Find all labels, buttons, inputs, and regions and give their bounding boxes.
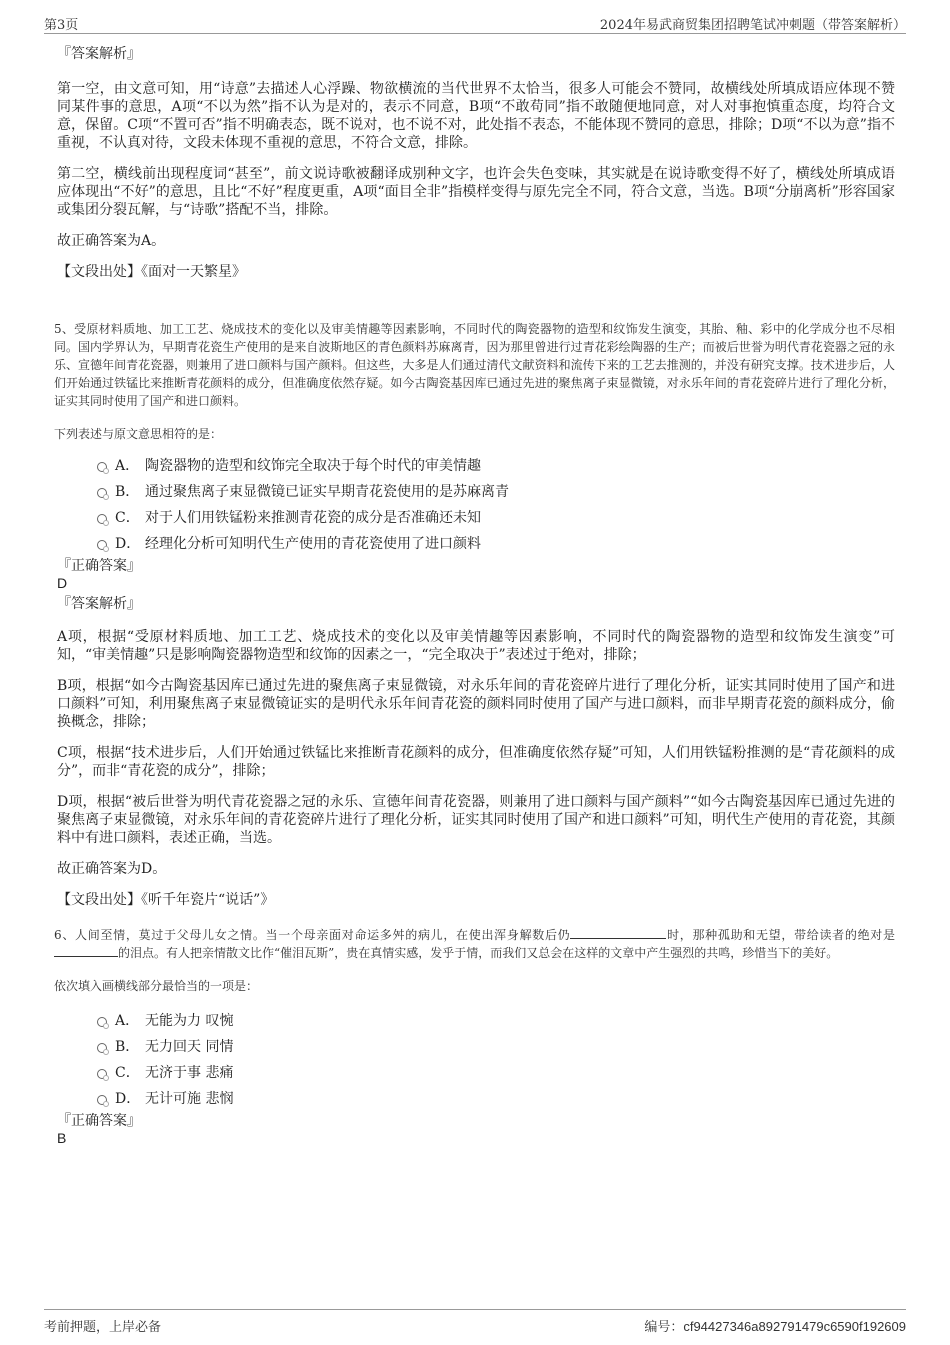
footer-code: 编号：cf94427346a892791479c6590f192609 <box>644 1319 906 1334</box>
q6-answer: B <box>57 1130 67 1146</box>
radio-icon[interactable] <box>97 462 107 472</box>
radio-icon[interactable] <box>97 514 107 524</box>
q6-options <box>57 1011 895 1115</box>
footer-slogan: 考前押题，上岸必备 <box>44 1320 162 1335</box>
page-content <box>54 46 895 1147</box>
document-title: 2024年易武商贸集团招聘笔试冲刺题（带答案解析） <box>599 18 906 33</box>
radio-icon[interactable] <box>97 1069 107 1079</box>
q6-stem: 6、人间至情，莫过于父母儿女之情。当一个母亲面对命运多舛的病儿，在使出浑身解数后仍 时，那种孤助和无望，带给读者的绝对是的泪点。有人把亲情散文比作“催泪瓦斯”，贵在真情实感，发乎于情，而我们又总会在这样的文章中产生强烈的共鸣，珍惜当下的美好。 <box>54 928 895 960</box>
q4-analysis-p2: 第二空，横线前出现程度词“甚至”，前文说诗歌被翻译成别种文字，也许会失色变味，其实就是在说诗歌变得不好了，横线处所填成语应体现出“不好”的意思，且比“不好”程度更重，A项“面目全非”指模样变得与原先完全不同，符合文意，当选。B项“分崩离析”形容国家或集团分裂瓦解，与“诗歌”搭配不当，排除。 <box>57 166 895 218</box>
q6-answer-label: 『正确答案』 <box>57 1113 141 1129</box>
q5-prompt: 下列表述与原文意思相符的是： <box>54 427 223 441</box>
q6-prompt: 依次填入画横线部分最恰当的一项是： <box>54 979 259 993</box>
q4-analysis-p1: 第一空，由文意可知，用“诗意”去描述人心浮躁、物欲横流的当代世界不太恰当，很多人可能会不赞同，故横线处所填成语应体现不赞同某件事的意思，A项“不以为然”指不认为是对的，表示不同意，B项“不敢苟同”指不敢随便地同意，对人对事抱慎重态度，均符合文意，保留。C项“不置可否”指不明确表态，既不说对，也不说不对，此处指不表态，不能体现不赞同的意思，排除；D项“不以为意”指不重视，不认真对待，文段未体现不重视的意思，不符合文意，排除。 <box>57 81 895 151</box>
blank-2 <box>54 944 118 957</box>
q4-source: 【文段出处】《面对一天繁星》 <box>57 264 246 280</box>
radio-icon[interactable] <box>97 1017 107 1027</box>
radio-icon[interactable] <box>97 1043 107 1053</box>
q5-option-d[interactable]: D． 经理化分析可知明代生产使用的青花瓷使用了进口颜料 <box>57 534 895 560</box>
q5-answer-label: 『正确答案』 <box>57 558 141 574</box>
q5-source: 【文段出处】《听千年瓷片“说话”》 <box>57 892 275 908</box>
q5-analysis-d: D项，根据“被后世誉为明代青花瓷器之冠的永乐、宣德年间青花瓷器，则兼用了进口颜料与国产颜料”“如今古陶瓷基因库已通过先进的聚焦离子束显微镜，对永乐年间的青花瓷碎片进行了理化分析，证实其同时使用了国产和进口颜料”可知，明代生产使用的青花瓷，其颜料中有进口颜料，表述正确，当选。 <box>57 794 895 846</box>
q5-option-b[interactable]: B． 通过聚焦离子束显微镜已证实早期青花瓷使用的是苏麻离青 <box>57 482 895 508</box>
q5-analysis-a: A项，根据“受原材料质地、加工工艺、烧成技术的变化以及审美情趣等因素影响，不同时代的陶瓷器物的造型和纹饰发生演变”可知，“审美情趣”只是影响陶瓷器物造型和纹饰的因素之一，“完全取决于”表述过于绝对，排除； <box>57 629 895 663</box>
page-footer <box>44 1309 906 1335</box>
radio-icon[interactable] <box>97 540 107 550</box>
q5-stem: 5、受原材料质地、加工工艺、烧成技术的变化以及审美情趣等因素影响，不同时代的陶瓷器物的造型和纹饰发生演变，其胎、釉、彩中的化学成分也不尽相同。国内学界认为，早期青花瓷生产使用的是来自波斯地区的青色颜料苏麻离青，因为那里曾进行过青花彩绘陶器的生产；而被后世誉为明代青花瓷器之冠的永乐、宣德年间青花瓷器，则兼用了进口颜料与国产颜料。但这些，大多是人们通过清代文献资料和流传下来的工艺去推测的，并没有研究支撑。技术进步后，人们开始通过铁锰比来推断青花颜料的成分，但准确度依然存疑。如今古陶瓷基因库已通过先进的聚焦离子束显微镜，对永乐年间的青花瓷碎片进行了理化分析，证实其同时使用了国产和进口颜料。 <box>54 322 895 408</box>
page-header <box>44 11 906 34</box>
q4-conclusion: 故正确答案为A。 <box>57 233 166 249</box>
q5-answer: D <box>57 575 68 591</box>
q5-analysis-c: C项，根据“技术进步后，人们开始通过铁锰比来推断青花颜料的成分，但准确度依然存疑”可知，人们用铁锰粉推测的是“青花颜料的成分”，而非“青花瓷的成分”，排除； <box>57 745 895 779</box>
q5-analysis-b: B项，根据“如今古陶瓷基因库已通过先进的聚焦离子束显微镜，对永乐年间的青花瓷碎片进行了理化分析，证实其同时使用了国产和进口颜料”可知，利用聚焦离子束显微镜证实的是明代永乐年间青花瓷的颜料同时使用了国产与进口颜料，而非早期青花瓷的颜料成分，偷换概念，排除； <box>57 678 895 730</box>
blank-1 <box>570 926 666 939</box>
page-number: 第3页 <box>44 18 79 33</box>
q6-option-d[interactable]: D． 无计可施 悲悯 <box>57 1089 895 1115</box>
q4-analysis-label: 『答案解析』 <box>57 46 141 62</box>
radio-icon[interactable] <box>97 488 107 498</box>
q6-option-c[interactable]: C． 无济于事 悲痛 <box>57 1063 895 1089</box>
q6-option-b[interactable]: B． 无力回天 同情 <box>57 1037 895 1063</box>
radio-icon[interactable] <box>97 1095 107 1105</box>
q5-options <box>57 456 895 560</box>
q5-conclusion: 故正确答案为D。 <box>57 861 167 877</box>
q5-option-c[interactable]: C． 对于人们用铁锰粉来推测青花瓷的成分是否准确还未知 <box>57 508 895 534</box>
q5-analysis-label: 『答案解析』 <box>57 596 141 612</box>
q6-option-a[interactable]: A． 无能为力 叹惋 <box>57 1011 895 1037</box>
q5-option-a[interactable]: A． 陶瓷器物的造型和纹饰完全取决于每个时代的审美情趣 <box>57 456 895 482</box>
